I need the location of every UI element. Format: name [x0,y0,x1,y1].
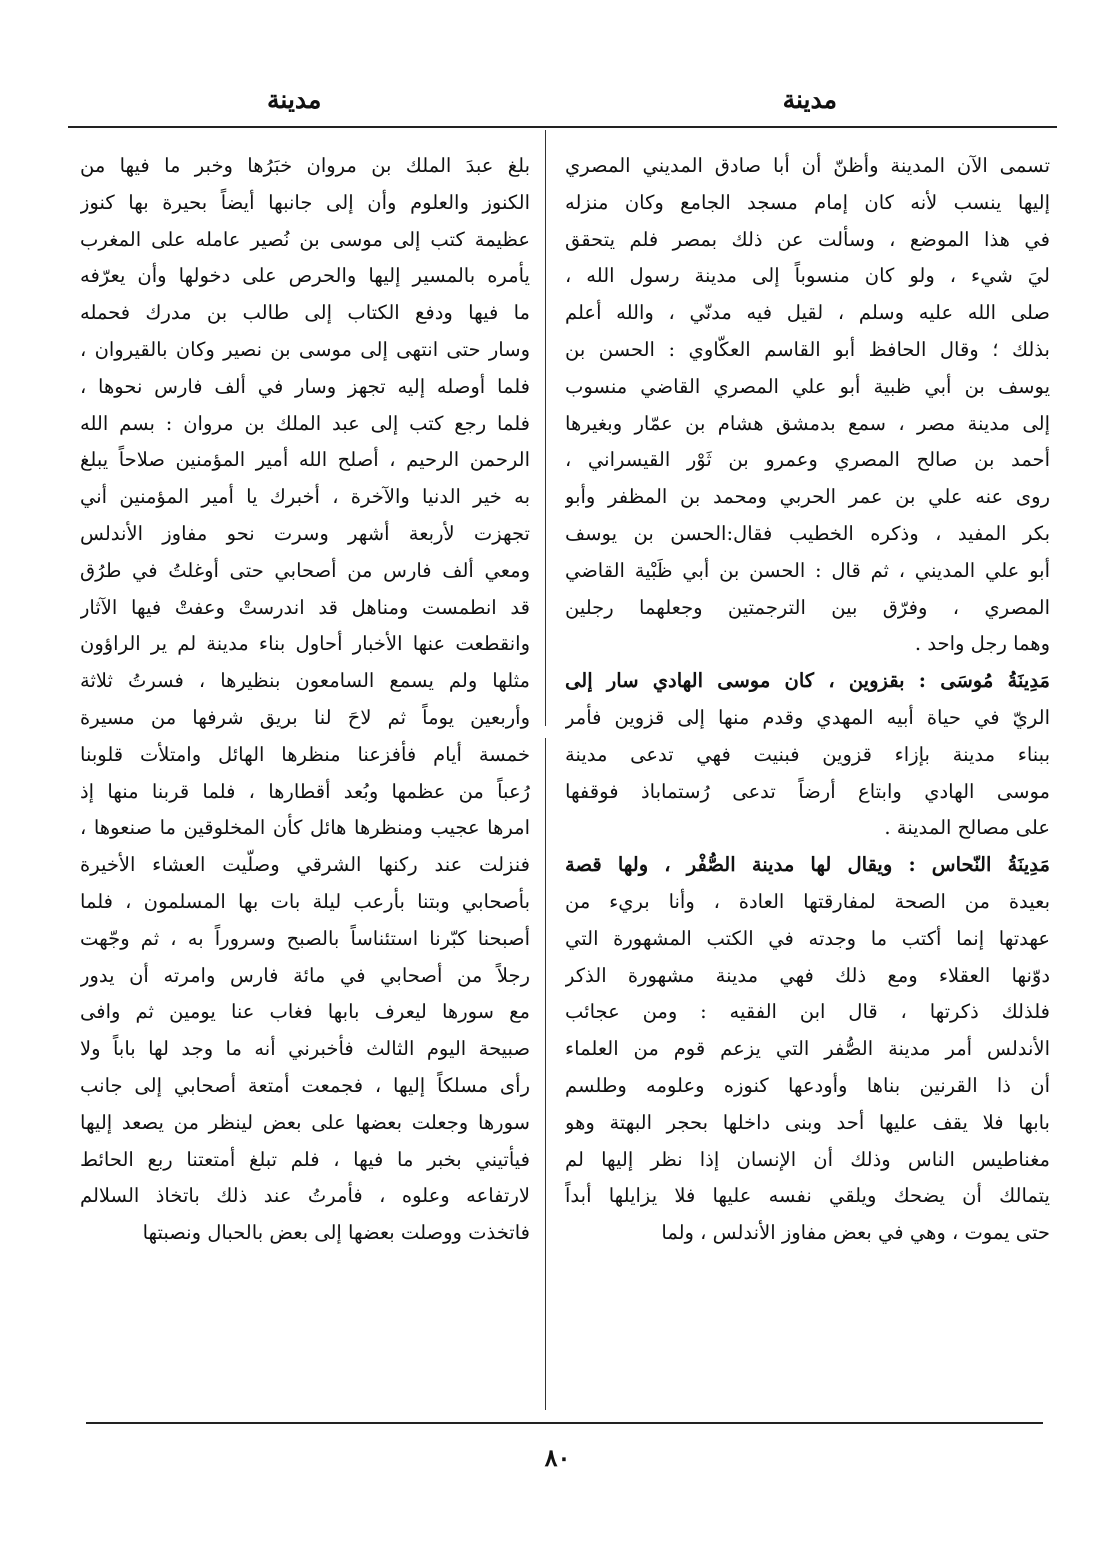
text-line: ما فيها ودفع الكتاب إلى طالب بن مدرك فحمله [80,301,530,325]
text-line: أصبحنا كبّرنا استئناساً بالصبح وسروراً به ، ثم وجّهت [80,926,530,950]
text-line: مَدِينَةُ النّحاس : ويقال لها مدينة الصُّفْر ، ولها قصة [565,853,1050,877]
text-line: أن ذا القرنين بناها وأودعها كنوزه وعلومه وطلسم [565,1073,1050,1097]
text-line: صلى الله عليه وسلم ، لقيل فيه مدنّي ، والله أعلم [565,301,1050,325]
text-line: دوّنها العقلاء ومع ذلك فهي مدينة مشهورة الذكر [565,963,1050,987]
text-line: الكنوز والعلوم وأن إلى جانبها أيضاً بحيرة بها كنوز [80,190,530,214]
text-line: في هذا الموضع ، وسألت عن ذلك بمصر فلم يتحقق [565,227,1050,251]
text-line: رجلاً من أصحابي في مائة فارس وامرته أن يدور [80,963,530,987]
text-line: بعيدة من الصحة لمفارقتها العادة ، وأنا بريء من [565,889,1050,913]
text-line: حتى يموت ، وهي في بعض مفاوز الأندلس ، ولما [661,1221,1050,1245]
running-header-right: مدينة [782,85,837,114]
text-line: عهدتها إنما أكتب ما وجدته في الكتب المشهورة التي [565,926,1050,950]
text-line: وهما رجل واحد . [914,632,1050,656]
text-line: صبيحة اليوم الثالث فأخبرني أنه ما وجد لها باباً ولا [80,1037,530,1061]
text-line: وانقطعت عنها الأخبار أحاول بناء مدينة لم ير الراؤون [80,632,530,656]
text-line: يتمالك أن يضحك ويلقي نفسه عليها فلا يزايلها أبداً [565,1184,1050,1208]
text-line: بابها فلا يقف عليها أحد وبنى داخلها بحجر البهتة وهو [565,1110,1050,1134]
text-line: بذلك ؛ وقال الحافظ أبو القاسم العكّاوي : الحسن بن [565,337,1050,361]
text-line: إليها ينسب لأنه كان إمام مسجد الجامع وكان منزله [565,190,1050,214]
text-line: الأندلس أمر مدينة الصُّفر التي يزعم قوم من العلماء [565,1037,1050,1061]
text-line: الريّ في حياة أبيه المهدي وقدم منها إلى قزوين فأمر [565,705,1050,729]
text-line: مغناطيس الناس وذلك أن الإنسان إذا نظر إليها لم [565,1147,1050,1171]
running-header-left: مدينة [267,85,322,114]
text-line: عظيمة كتب إلى موسى بن نُصير عامله على المغرب [80,227,530,251]
left-column-text [80,148,530,1252]
text-line: تسمى الآن المدينة وأظنّ أن أبا صادق المديني المصري [565,154,1050,177]
text-line: روى عنه علي بن عمر الحربي ومحمد بن المظفر وأبو [565,485,1050,509]
text-line: سورها وجعلت بعضها على بعض لينظر من يصعد إليها [80,1110,530,1134]
column-divider [545,738,546,1410]
text-line: فيأتيني بخبر ما فيها ، فلم تبلغ أمتعتنا ربع الحائط [80,1147,530,1171]
text-line: خمسة أيام فأفزعنا منظرها الهائل وامتلأت قلوبنا [80,742,530,766]
text-line: مَدِينَةُ مُوسَى : بقزوين ، كان موسى الهادي سار إلى [565,669,1050,693]
text-line: بأصحابي وبتنا بأرعب ليلة بات بها المسلمون ، فلما [80,889,530,913]
text-line: على مصالح المدينة . [884,816,1050,840]
header-rule [68,126,1057,128]
text-line: تجهزت لأربعة أشهر وسرت نحو مفاوز الأندلس [80,521,530,545]
text-line: المصري ، وفرّق بين الترجمتين وجعلهما رجلين [565,595,1050,619]
text-line: فلذلك ذكرتها ، قال ابن الفقيه : ومن عجائب [565,1000,1050,1024]
text-line: ببناء مدينة بإزاء قزوين فبنيت فهي تدعى مدينة [565,742,1050,766]
text-line: مثلها ولم يسمع السامعون بنظيرها ، فسرتُ ثلاثة [80,669,530,693]
text-line: موسى الهادي وابتاع أرضاً تدعى رُستماباذ فوقفها [565,779,1050,803]
text-line: وسار حتى انتهى إلى موسى بن نصير وكان بالقيروان ، [80,337,530,361]
text-line: ليَ شيء ، ولو كان منسوباً إلى مدينة رسول الله ، [565,264,1050,288]
text-line: إلى مدينة مصر ، سمع بدمشق هشام بن عمّار وبغيرها [565,411,1050,435]
text-line: يأمره بالمسير إليها والحرص على دخولها وأن يعرّفه [80,264,530,288]
text-line: قد انطمست ومناهل قد اندرستْ وعفتْ فيها الآثار [80,595,530,619]
text-line: رأى مسلكاً إليها ، فجمعت أمتعة أصحابي إلى جانب [80,1073,530,1097]
footer-rule [86,1422,1043,1424]
text-line: امرها عجيب ومنظرها هائل كأن المخلوقين ما صنعوها ، [80,816,530,840]
page-number: ٨٠ [544,1443,571,1472]
text-line: الرحمن الرحيم ، أصلح الله أمير المؤمنين صلاحاً يبلغ [80,448,530,472]
text-line: رُعباً من عظمها وبُعد أقطارها ، فلما قربنا منها إذ [80,779,530,803]
right-column-text [565,148,1050,1252]
text-line: بكر المفيد ، وذكره الخطيب فقال:الحسن بن يوسف [565,521,1050,545]
text-line: يوسف بن أبي ظبية أبو علي المصري القاضي منسوب [565,374,1050,398]
text-line: به خير الدنيا والآخرة ، أخبرك يا أمير المؤمنين أني [80,485,530,509]
text-line: لارتفاعه وعلوه ، فأمرتُ عند ذلك باتخاذ السلالم [80,1184,530,1208]
text-line: وأربعين يوماً ثم لاحَ لنا بريق شرفها من مسيرة [80,705,530,729]
column-divider [545,130,546,726]
text-line: أبو علي المديني ، ثم قال : الحسن بن أبي ظَبْية القاضي [565,558,1050,582]
text-line: أحمد بن صالح المصري وعمرو بن ثَوْر القيسراني ، [565,448,1050,472]
text-line: بلغ عبدَ الملك بن مروان خبَرُها وخبر ما فيها من [80,154,530,177]
text-line: فاتخذت ووصلت بعضها إلى بعض بالحبال ونصبتها [142,1221,530,1245]
text-line: فلما أوصله إليه تجهز وسار في ألف فارس نحوها ، [80,374,530,398]
text-line: مع سورها ليعرف بابها فغاب عنا يومين ثم وافى [80,1000,530,1024]
text-line: ومعي ألف فارس من أصحابي حتى أوغلتُ في طرُق [80,558,530,582]
text-line: فنزلت عند ركنها الشرقي وصلّيت العشاء الأخيرة [80,853,530,877]
text-line: فلما رجع كتب إلى عبد الملك بن مروان : بسم الله [80,411,530,435]
